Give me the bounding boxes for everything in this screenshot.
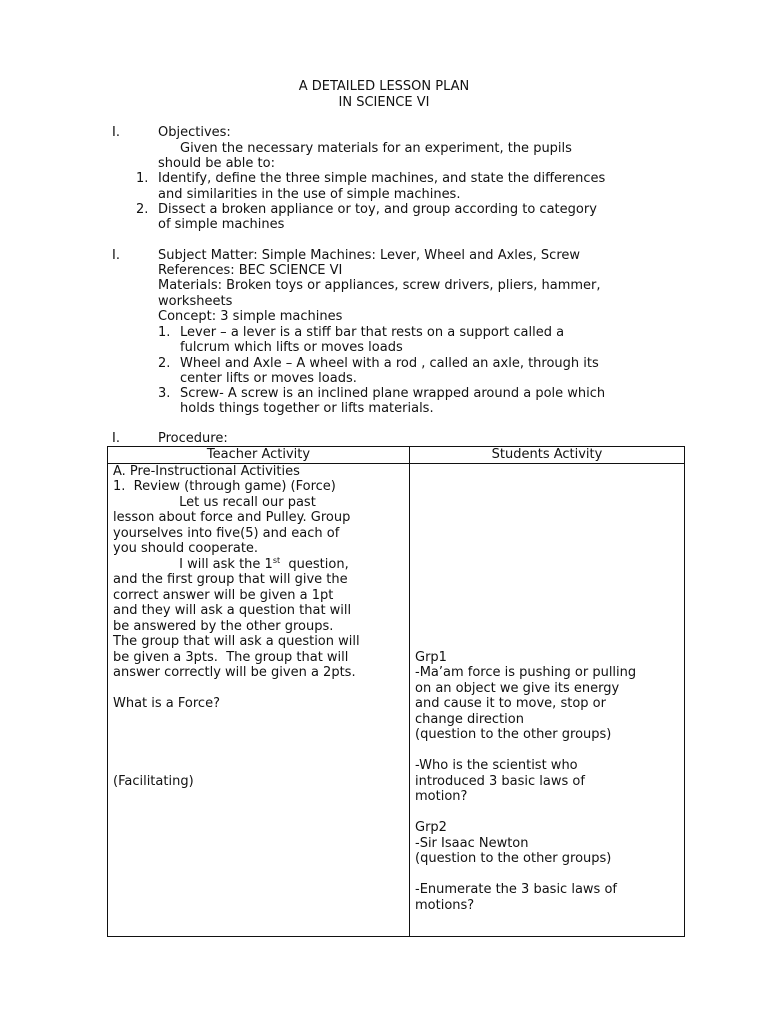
students-activity-cell bbox=[410, 463, 685, 937]
table-text-line: -Sir Isaac Newton bbox=[415, 835, 529, 851]
table-text-line: Grp2 bbox=[415, 820, 447, 835]
procedure-table bbox=[107, 446, 685, 937]
objective-item-number: 2. bbox=[136, 202, 149, 217]
objective-item-line-2: and similarities in the use of simple machines. bbox=[158, 187, 461, 202]
concept-item-line-1: Wheel and Axle – A wheel with a rod , called an axle, through its bbox=[180, 356, 599, 371]
table-text-line: (question to the other groups) bbox=[415, 727, 612, 742]
table-text-line bbox=[113, 758, 409, 774]
table-text-line: Grp1 bbox=[415, 649, 447, 665]
table-text-line: motions? bbox=[415, 897, 475, 913]
table-text-line: answer correctly will be given a 2pts. bbox=[113, 665, 356, 680]
document-title-line-1: A DETAILED LESSON PLAN bbox=[298, 79, 470, 94]
table-text-line: on an object we give its energy bbox=[415, 680, 620, 696]
teacher-activity-cell bbox=[108, 463, 410, 937]
table-text-line bbox=[113, 681, 409, 697]
concept-item-line-2: fulcrum which lifts or moves loads bbox=[180, 340, 403, 355]
table-text-line bbox=[415, 805, 684, 821]
table-text-line: introduced 3 basic laws of bbox=[415, 773, 585, 789]
objective-item-line-1: Identify, define the three simple machines, and state the differences bbox=[158, 171, 606, 186]
teacher-activity-text-continued bbox=[113, 572, 409, 789]
table-text-line: What is a Force? bbox=[113, 696, 220, 711]
objectives-intro-line-1: Given the necessary materials for an experiment, the pupils bbox=[180, 141, 572, 156]
students-cell-spacer bbox=[415, 464, 684, 650]
table-text-line: (Facilitating) bbox=[113, 773, 194, 789]
table-text-line: correct answer will be given a 1pt bbox=[113, 587, 334, 603]
table-text-line: be given a 3pts. The group that will bbox=[113, 649, 349, 665]
table-text-line bbox=[113, 727, 409, 743]
table-text-line bbox=[113, 712, 409, 728]
table-text-line: you should cooperate. bbox=[113, 541, 259, 556]
teacher-activity-text bbox=[113, 464, 409, 557]
materials-line-1: Materials: Broken toys or appliances, screw drivers, pliers, hammer, bbox=[158, 278, 601, 293]
materials-line-2: worksheets bbox=[158, 294, 233, 309]
concept-item-line-2: holds things together or lifts materials. bbox=[180, 401, 434, 416]
table-text-line: Let us recall our past bbox=[113, 494, 316, 510]
objectives-heading: Objectives: bbox=[158, 125, 231, 140]
concept-item-line-1: Lever – a lever is a stiff bar that rests on a support called a bbox=[180, 325, 565, 340]
table-text-line: yourselves into five(5) and each of bbox=[113, 525, 340, 541]
table-text-line: change direction bbox=[415, 711, 524, 727]
table-text-line: (question to the other groups) bbox=[415, 851, 612, 866]
objective-item-line-2: of simple machines bbox=[158, 217, 285, 232]
concept-item-number: 3. bbox=[158, 386, 171, 401]
table-text-line: and they will ask a question that will bbox=[113, 603, 352, 618]
concept-item-line-2: center lifts or moves loads. bbox=[180, 371, 357, 386]
students-activity-text bbox=[415, 650, 684, 914]
table-text-line: lesson about force and Pulley. Group bbox=[113, 510, 351, 525]
table-text-line: -Who is the scientist who bbox=[415, 758, 578, 773]
references-line: References: BEC SCIENCE VI bbox=[158, 263, 343, 278]
table-text-line: -Ma’am force is pushing or pulling bbox=[415, 665, 637, 680]
procedure-numeral: I. bbox=[112, 431, 120, 446]
table-text-line: and the first group that will give the bbox=[113, 572, 348, 587]
objectives-intro-line-2: should be able to: bbox=[158, 156, 275, 171]
table-text-line: and cause it to move, stop or bbox=[415, 696, 606, 711]
objective-item-number: 1. bbox=[136, 171, 149, 186]
table-header-row bbox=[108, 447, 685, 464]
subject-matter-numeral: I. bbox=[112, 248, 120, 263]
teacher-question-line bbox=[113, 557, 409, 573]
table-text-line bbox=[415, 743, 684, 759]
ordinal-suffix: st bbox=[272, 555, 281, 565]
table-text-line: A. Pre-Instructional Activities bbox=[113, 463, 300, 479]
table-text-line: motion? bbox=[415, 789, 468, 804]
objectives-numeral: I. bbox=[112, 125, 120, 140]
concept-item-number: 2. bbox=[158, 356, 171, 371]
table-text-line: The group that will ask a question will bbox=[113, 634, 360, 649]
objective-item-line-1: Dissect a broken appliance or toy, and group according to category bbox=[158, 202, 597, 217]
teacher-question-text: I will ask the 1 bbox=[113, 556, 273, 572]
students-activity-header: Students Activity bbox=[410, 447, 685, 464]
table-text-line: be answered by the other groups. bbox=[113, 618, 334, 634]
subject-matter-heading: Subject Matter: Simple Machines: Lever, Wheel and Axles, Screw bbox=[158, 248, 581, 263]
table-text-line bbox=[415, 867, 684, 883]
teacher-question-text-end: question, bbox=[280, 556, 349, 572]
procedure-heading: Procedure: bbox=[158, 431, 228, 446]
concept-line: Concept: 3 simple machines bbox=[158, 309, 343, 324]
table-text-line: 1. Review (through game) (Force) bbox=[113, 479, 336, 494]
table-text-line: -Enumerate the 3 basic laws of bbox=[415, 882, 617, 897]
table-row bbox=[108, 463, 685, 937]
concept-item-number: 1. bbox=[158, 325, 171, 340]
teacher-activity-header: Teacher Activity bbox=[108, 447, 410, 464]
table-text-line bbox=[113, 743, 409, 759]
concept-item-line-1: Screw- A screw is an inclined plane wrapped around a pole which bbox=[180, 386, 606, 401]
document-title-line-2: IN SCIENCE VI bbox=[338, 95, 430, 110]
